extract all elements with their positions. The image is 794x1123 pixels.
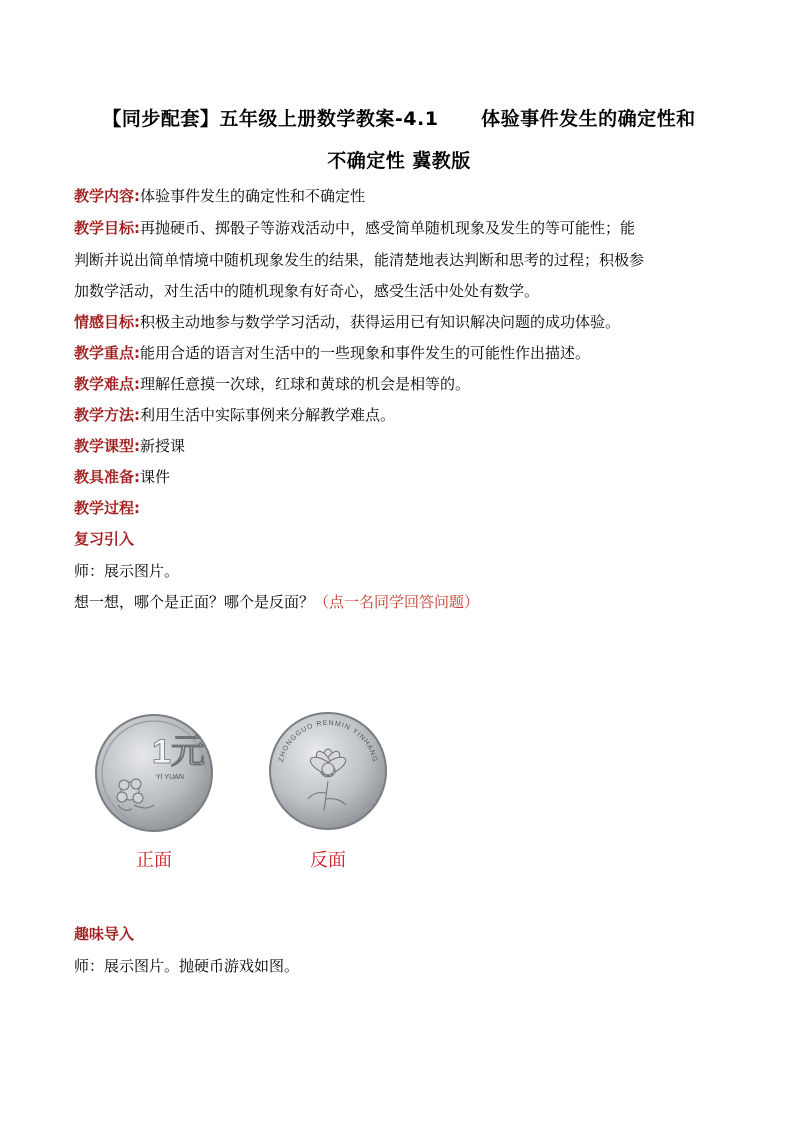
tools-label: 教具准备: bbox=[74, 468, 140, 486]
emotion-label: 情感目标: bbox=[74, 313, 140, 331]
tools-text: 课件 bbox=[140, 468, 171, 486]
coin-front-caption: 正面 bbox=[136, 850, 172, 870]
key-row bbox=[74, 343, 724, 363]
fun-label: 趣味导入 bbox=[74, 925, 135, 943]
goal-text-2: 判断并说出简单情境中随机现象发生的结果，能清楚地表达判断和思考的过程；积极参 bbox=[74, 251, 645, 269]
document-title-line2: 不确定性 冀教版 bbox=[327, 150, 471, 172]
type-row bbox=[74, 436, 724, 456]
review-note: （点一名同学回答问题） bbox=[314, 593, 480, 611]
process-label: 教学过程: bbox=[74, 499, 140, 517]
review-question-row bbox=[74, 592, 724, 612]
review-text-2: 想一想，哪个是正面？哪个是反面？ bbox=[74, 593, 315, 611]
tools-row bbox=[74, 467, 724, 487]
coin-back-caption: 反面 bbox=[310, 850, 346, 870]
fun-text-1: 师：展示图片。抛硬币游戏如图。 bbox=[74, 957, 300, 975]
review-heading bbox=[74, 529, 724, 549]
process-row bbox=[74, 498, 724, 518]
coin-front-value: 1元 bbox=[152, 733, 205, 771]
type-text: 新授课 bbox=[140, 437, 186, 455]
coin-front-image bbox=[94, 713, 214, 833]
key-label: 教学重点: bbox=[74, 344, 140, 362]
difficulty-row bbox=[74, 374, 724, 394]
coin-back-image bbox=[268, 711, 388, 831]
difficulty-text: 理解任意摸一次球，红球和黄球的机会是相等的。 bbox=[140, 375, 471, 393]
method-text: 利用生活中实际事例来分解教学难点。 bbox=[140, 406, 396, 424]
coin-front-pinyin: YI YUAN bbox=[156, 774, 184, 781]
type-label: 教学课型: bbox=[74, 437, 140, 455]
coin-back-rim-text: ZHONGGUO RENMIN YINHANG bbox=[277, 719, 379, 764]
document-title-line1: 【同步配套】五年级上册数学教案-4.1 体验事件发生的确定性和 bbox=[102, 108, 696, 130]
goal-text-1: 再抛硬币、掷骰子等游戏活动中，感受简单随机现象及发生的等可能性；能 bbox=[140, 219, 636, 237]
content-row bbox=[74, 186, 724, 206]
goal-label: 教学目标: bbox=[74, 219, 140, 237]
content-label: 教学内容: bbox=[74, 187, 140, 205]
goal-row-1 bbox=[74, 218, 724, 238]
review-text-1: 师：展示图片。 bbox=[74, 562, 180, 580]
method-row bbox=[74, 405, 724, 425]
emotion-row bbox=[74, 312, 724, 332]
emotion-text: 积极主动地参与数学学习活动，获得运用已有知识解决问题的成功体验。 bbox=[140, 313, 621, 331]
difficulty-label: 教学难点: bbox=[74, 375, 140, 393]
method-label: 教学方法: bbox=[74, 406, 140, 424]
goal-text-3: 加数学活动，对生活中的随机现象有好奇心，感受生活中处处有数学。 bbox=[74, 282, 540, 300]
content-text: 体验事件发生的确定性和不确定性 bbox=[140, 187, 366, 205]
fun-heading bbox=[74, 924, 724, 944]
review-label: 复习引入 bbox=[74, 530, 135, 548]
key-text: 能用合适的语言对生活中的一些现象和事件发生的可能性作出描述。 bbox=[140, 344, 591, 362]
